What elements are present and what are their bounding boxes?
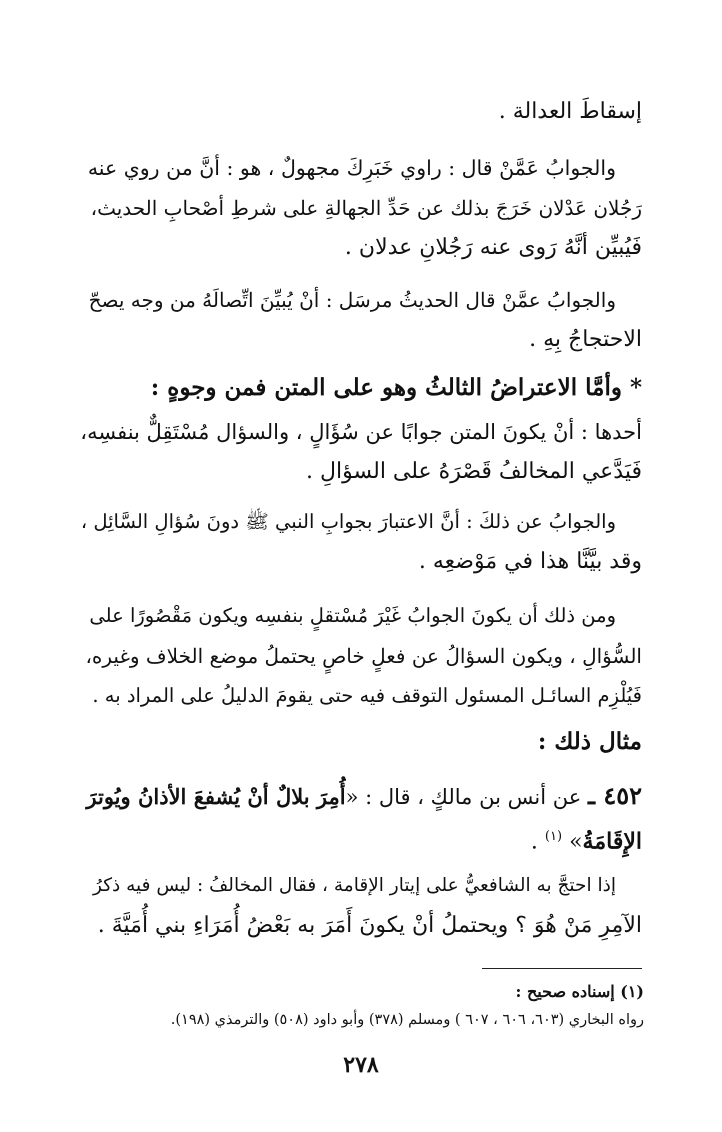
- footnote-heading: (١) إسناده صحيح :: [515, 982, 644, 1001]
- paragraph-3: [80, 280, 642, 360]
- paragraph-5: [80, 412, 642, 492]
- text-line: [80, 817, 642, 862]
- hadith-number: ٤٥٢ ـ: [587, 781, 642, 810]
- hadith-text: أُمِرَ بلالٌ أنْ يُشفعَ الأذانُ ويُوترَ: [86, 784, 346, 809]
- text-line: مثال ذلك :: [537, 728, 642, 755]
- text-line: الاحتجاجُ بِهِ .: [529, 327, 642, 352]
- text-line: السُّؤالِ ، ويكون السؤالُ عن فعلٍ خاصٍ يحتملُ موضع الخلاف وغيره،: [85, 644, 642, 668]
- text-line: ومن ذلك أن يكونَ الجوابُ غَيْرَ مُسْتقلٍ بنفسِه ويكون مَقْصُورًا على: [89, 604, 616, 627]
- text-line: فَيُلْزِم السائـل المسئول التوقف فيه حتى يقومَ الدليلُ على المراد به .: [92, 684, 642, 707]
- footnote-divider: [482, 968, 642, 969]
- text-line: الآمِرِ مَنْ هُوَ ؟ ويحتملُ أنْ يكونَ أَمَرَ به بَعْضُ أُمَرَاءِ بني أُمَيَّةَ .: [97, 913, 642, 938]
- text-line: * وأمَّا الاعتراضُ الثالثُ وهو على المتن فمن وجوهٍ :: [150, 374, 642, 401]
- paragraph-6: [80, 502, 642, 582]
- text-line: رَجُلان عَدْلان خَرَجَ بذلك عن حَدِّ الجهالةِ على شرطِ أصْحابِ الحديث،: [90, 196, 642, 220]
- period: .: [530, 829, 545, 855]
- section-heading: [80, 368, 642, 408]
- text-line: إسقاطَ العدالة .: [498, 99, 642, 124]
- footnote-text: رواه البخاري (٦٠٣، ٦٠٦ ، ٦٠٧ ) ومسلم (٣٧٨) وأبو داود (٥٠٨) والترمذي (١٩٨).: [170, 1012, 644, 1028]
- text-line: والجوابُ عمَّنْ قال الحديثُ مرسَل : أنْ يُبيِّنَ اتِّصالَهُ من وجه يصحّ: [88, 288, 616, 312]
- paragraph-1: [80, 92, 642, 132]
- text-line: [80, 776, 642, 817]
- page-number: ٢٧٨: [343, 1052, 379, 1078]
- hadith-452: [80, 776, 642, 862]
- hadith-chain: عن أنس بن مالكٍ ، قال : «: [345, 785, 582, 809]
- text-line: والجوابُ عن ذلكَ : أنَّ الاعتبارَ بجوابِ النبي ﷺ دونَ سُؤالِ السَّائِل ،: [80, 510, 616, 533]
- text-line: إذا احتجَّ به الشافعيُّ على إيتار الإقامة ، فقال المخالفُ : ليس فيه ذكرُ: [93, 875, 616, 896]
- text-line: والجوابُ عَمَّنْ قال : راوي خَبَرِكَ مجهولٌ ، هو : أنَّ من روي عنه: [87, 156, 616, 180]
- footnote-marker: (١): [544, 829, 563, 844]
- text-line: وقد بيَّنَّا هذا في مَوْضعِه .: [418, 549, 642, 574]
- paragraph-2: [80, 148, 642, 268]
- text-line: أحدها : أنْ يكونَ المتن جوابًا عن سُؤَالٍ ، والسؤال مُسْتَقِلٌّ بنفسِه،: [80, 420, 642, 444]
- hadith-text: الإِقَامَةُ: [582, 828, 642, 855]
- paragraph-10: [80, 866, 642, 946]
- text-line: فَيُبيِّن أنَّهُ رَوى عنه رَجُلانِ عدلان .: [344, 235, 642, 260]
- text-line: فَيَدَّعي المخالفُ قَصْرَهُ على السؤالِ .: [306, 459, 642, 484]
- paragraph-7: [80, 596, 642, 716]
- quote-close: »: [569, 829, 583, 855]
- example-heading: [80, 722, 642, 762]
